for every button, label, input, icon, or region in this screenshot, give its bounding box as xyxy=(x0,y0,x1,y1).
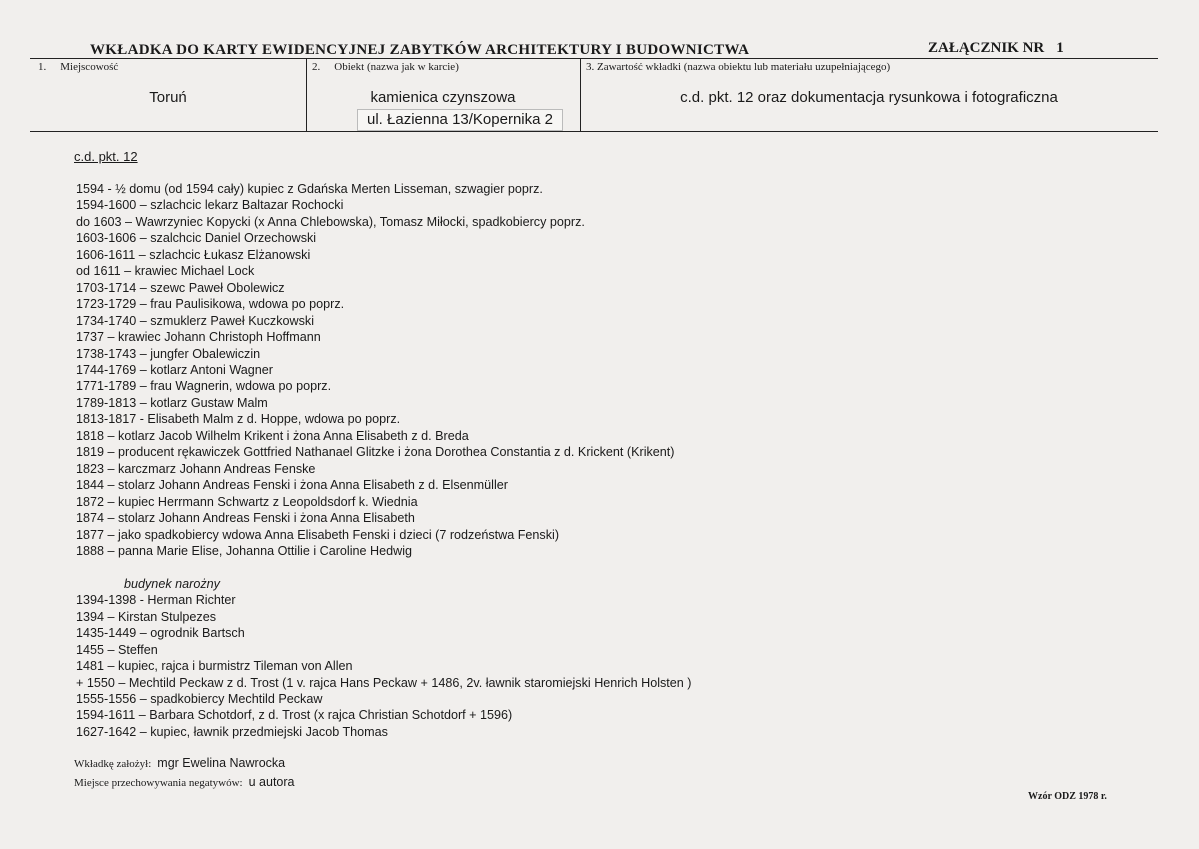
owner-entry: 1844 – stolarz Johann Andreas Fenski i żona Anna Elisabeth z d. Elsenmüller xyxy=(76,478,508,493)
fields-bottom-rule xyxy=(30,131,1158,132)
author-value: mgr Ewelina Nawrocka xyxy=(157,756,286,770)
object-label-text: Obiekt (nazwa jak w karcie) xyxy=(334,61,459,73)
owner-entry: od 1611 – krawiec Michael Lock xyxy=(76,264,255,279)
corner-building-heading: budynek narożny xyxy=(124,576,220,591)
owner-entry: 1874 – stolarz Johann Andreas Fenski i żona Anna Elisabeth xyxy=(76,511,415,526)
corner-owner-entry: 1394-1398 - Herman Richter xyxy=(76,593,236,608)
list-gap xyxy=(76,559,692,575)
object-label xyxy=(312,61,459,73)
form-title: WKŁADKA DO KARTY EWIDENCYJNEJ ZABYTKÓW ARCHITEKTURY I BUDOWNICTWA xyxy=(90,42,750,58)
negatives-value: u autora xyxy=(248,775,295,789)
owner-entry: 1888 – panna Marie Elise, Johanna Ottilie i Caroline Hedwig xyxy=(76,543,413,558)
header-rule xyxy=(30,58,1158,59)
owner-entry: 1738-1743 – jungfer Obalewiczin xyxy=(76,346,261,361)
owner-entry: 1877 – jako spadkobiercy wdowa Anna Elisabeth Fenski i dzieci (7 rodzeństwa Fenski) xyxy=(76,527,560,542)
owner-entry: 1703-1714 – szewc Paweł Obolewicz xyxy=(76,280,285,295)
owner-entry: 1594 - ½ domu (od 1594 cały) kupiec z Gdańska Merten Lisseman, szwagier poprz. xyxy=(76,182,543,196)
owner-entry: 1594-1600 – szlachcic lekarz Baltazar Rochocki xyxy=(76,198,344,213)
locality-number: 1. xyxy=(38,61,47,73)
object-value: kamienica czynszowa xyxy=(370,89,516,106)
owner-entry: 1789-1813 – kotlarz Gustaw Malm xyxy=(76,395,268,410)
object-number: 2. xyxy=(312,61,321,73)
contents-label: 3. Zawartość wkładki (nazwa obiektu lub materiału uzupełniającego) xyxy=(586,61,891,73)
locality-value: Toruń xyxy=(149,89,187,106)
annex-label-text: ZAŁĄCZNIK NR xyxy=(928,40,1045,56)
owners-list xyxy=(76,181,692,740)
author-label: Wkładkę założył: xyxy=(74,758,152,770)
object-address: ul. Łazienna 13/Kopernika 2 xyxy=(357,109,563,131)
contents-value: c.d. pkt. 12 oraz dokumentacja rysunkowa i fotograficzna xyxy=(680,89,1058,106)
annex-label xyxy=(928,40,1064,57)
corner-owner-entry: 1627-1642 – kupiec, ławnik przedmiejski Jacob Thomas xyxy=(76,724,388,739)
negatives-line xyxy=(74,775,294,789)
locality-label-text: Miejscowość xyxy=(60,61,119,73)
owner-entry: 1818 – kotlarz Jacob Wilhelm Krikent i żona Anna Elisabeth z d. Breda xyxy=(76,428,469,443)
corner-owner-entry: 1455 – Steffen xyxy=(76,642,158,657)
owner-entry: 1771-1789 – frau Wagnerin, wdowa po poprz. xyxy=(76,379,332,394)
owner-entry: 1744-1769 – kotlarz Antoni Wagner xyxy=(76,362,273,377)
owner-entry: 1872 – kupiec Herrmann Schwartz z Leopoldsdorf k. Wiednia xyxy=(76,494,418,509)
corner-owner-entry: + 1550 – Mechtild Peckaw z d. Trost (1 v. rajca Hans Peckaw + 1486, 2v. ławnik staromiejski Henrich Holsten ) xyxy=(76,675,692,690)
owner-entry: 1603-1606 – szalchcic Daniel Orzechowski xyxy=(76,231,317,246)
owner-entry: 1823 – karczmarz Johann Andreas Fenske xyxy=(76,461,316,476)
corner-owner-entry: 1481 – kupiec, rajca i burmistrz Tileman von Allen xyxy=(76,659,353,674)
owner-entry: do 1603 – Wawrzyniec Kopycki (x Anna Chlebowska), Tomasz Miłocki, spadkobiercy poprz. xyxy=(76,214,585,229)
owner-entry: 1819 – producent rękawiczek Gottfried Nathanael Glitzke i żona Dorothea Constantia z d. Krickent (Krikent) xyxy=(76,445,675,460)
owner-entry: 1723-1729 – frau Paulisikowa, wdowa po poprz. xyxy=(76,297,345,312)
corner-owner-entry: 1435-1449 – ogrodnik Bartsch xyxy=(76,626,245,641)
owner-entry: 1737 – krawiec Johann Christoph Hoffmann xyxy=(76,330,321,345)
owner-entry: 1606-1611 – szlachcic Łukasz Elżanowski xyxy=(76,247,311,262)
annex-number: 1 xyxy=(1056,40,1064,56)
corner-owner-entry: 1555-1556 – spadkobiercy Mechtild Peckaw xyxy=(76,692,323,707)
negatives-label: Miejsce przechowywania negatywów: xyxy=(74,777,243,789)
owner-entry: 1813-1817 - Elisabeth Malm z d. Hoppe, wdowa po poprz. xyxy=(76,412,401,427)
corner-owner-entry: 1594-1611 – Barbara Schotdorf, z d. Trost (x rajca Christian Schotdorf + 1596) xyxy=(76,708,513,723)
corner-owner-entry: 1394 – Kirstan Stulpezes xyxy=(76,609,217,624)
section-heading: c.d. pkt. 12 xyxy=(74,149,138,164)
locality-label xyxy=(38,61,118,73)
author-line xyxy=(74,756,285,770)
owner-entry: 1734-1740 – szmuklerz Paweł Kuczkowski xyxy=(76,313,314,328)
form-template-id: Wzór ODZ 1978 r. xyxy=(1028,791,1107,802)
